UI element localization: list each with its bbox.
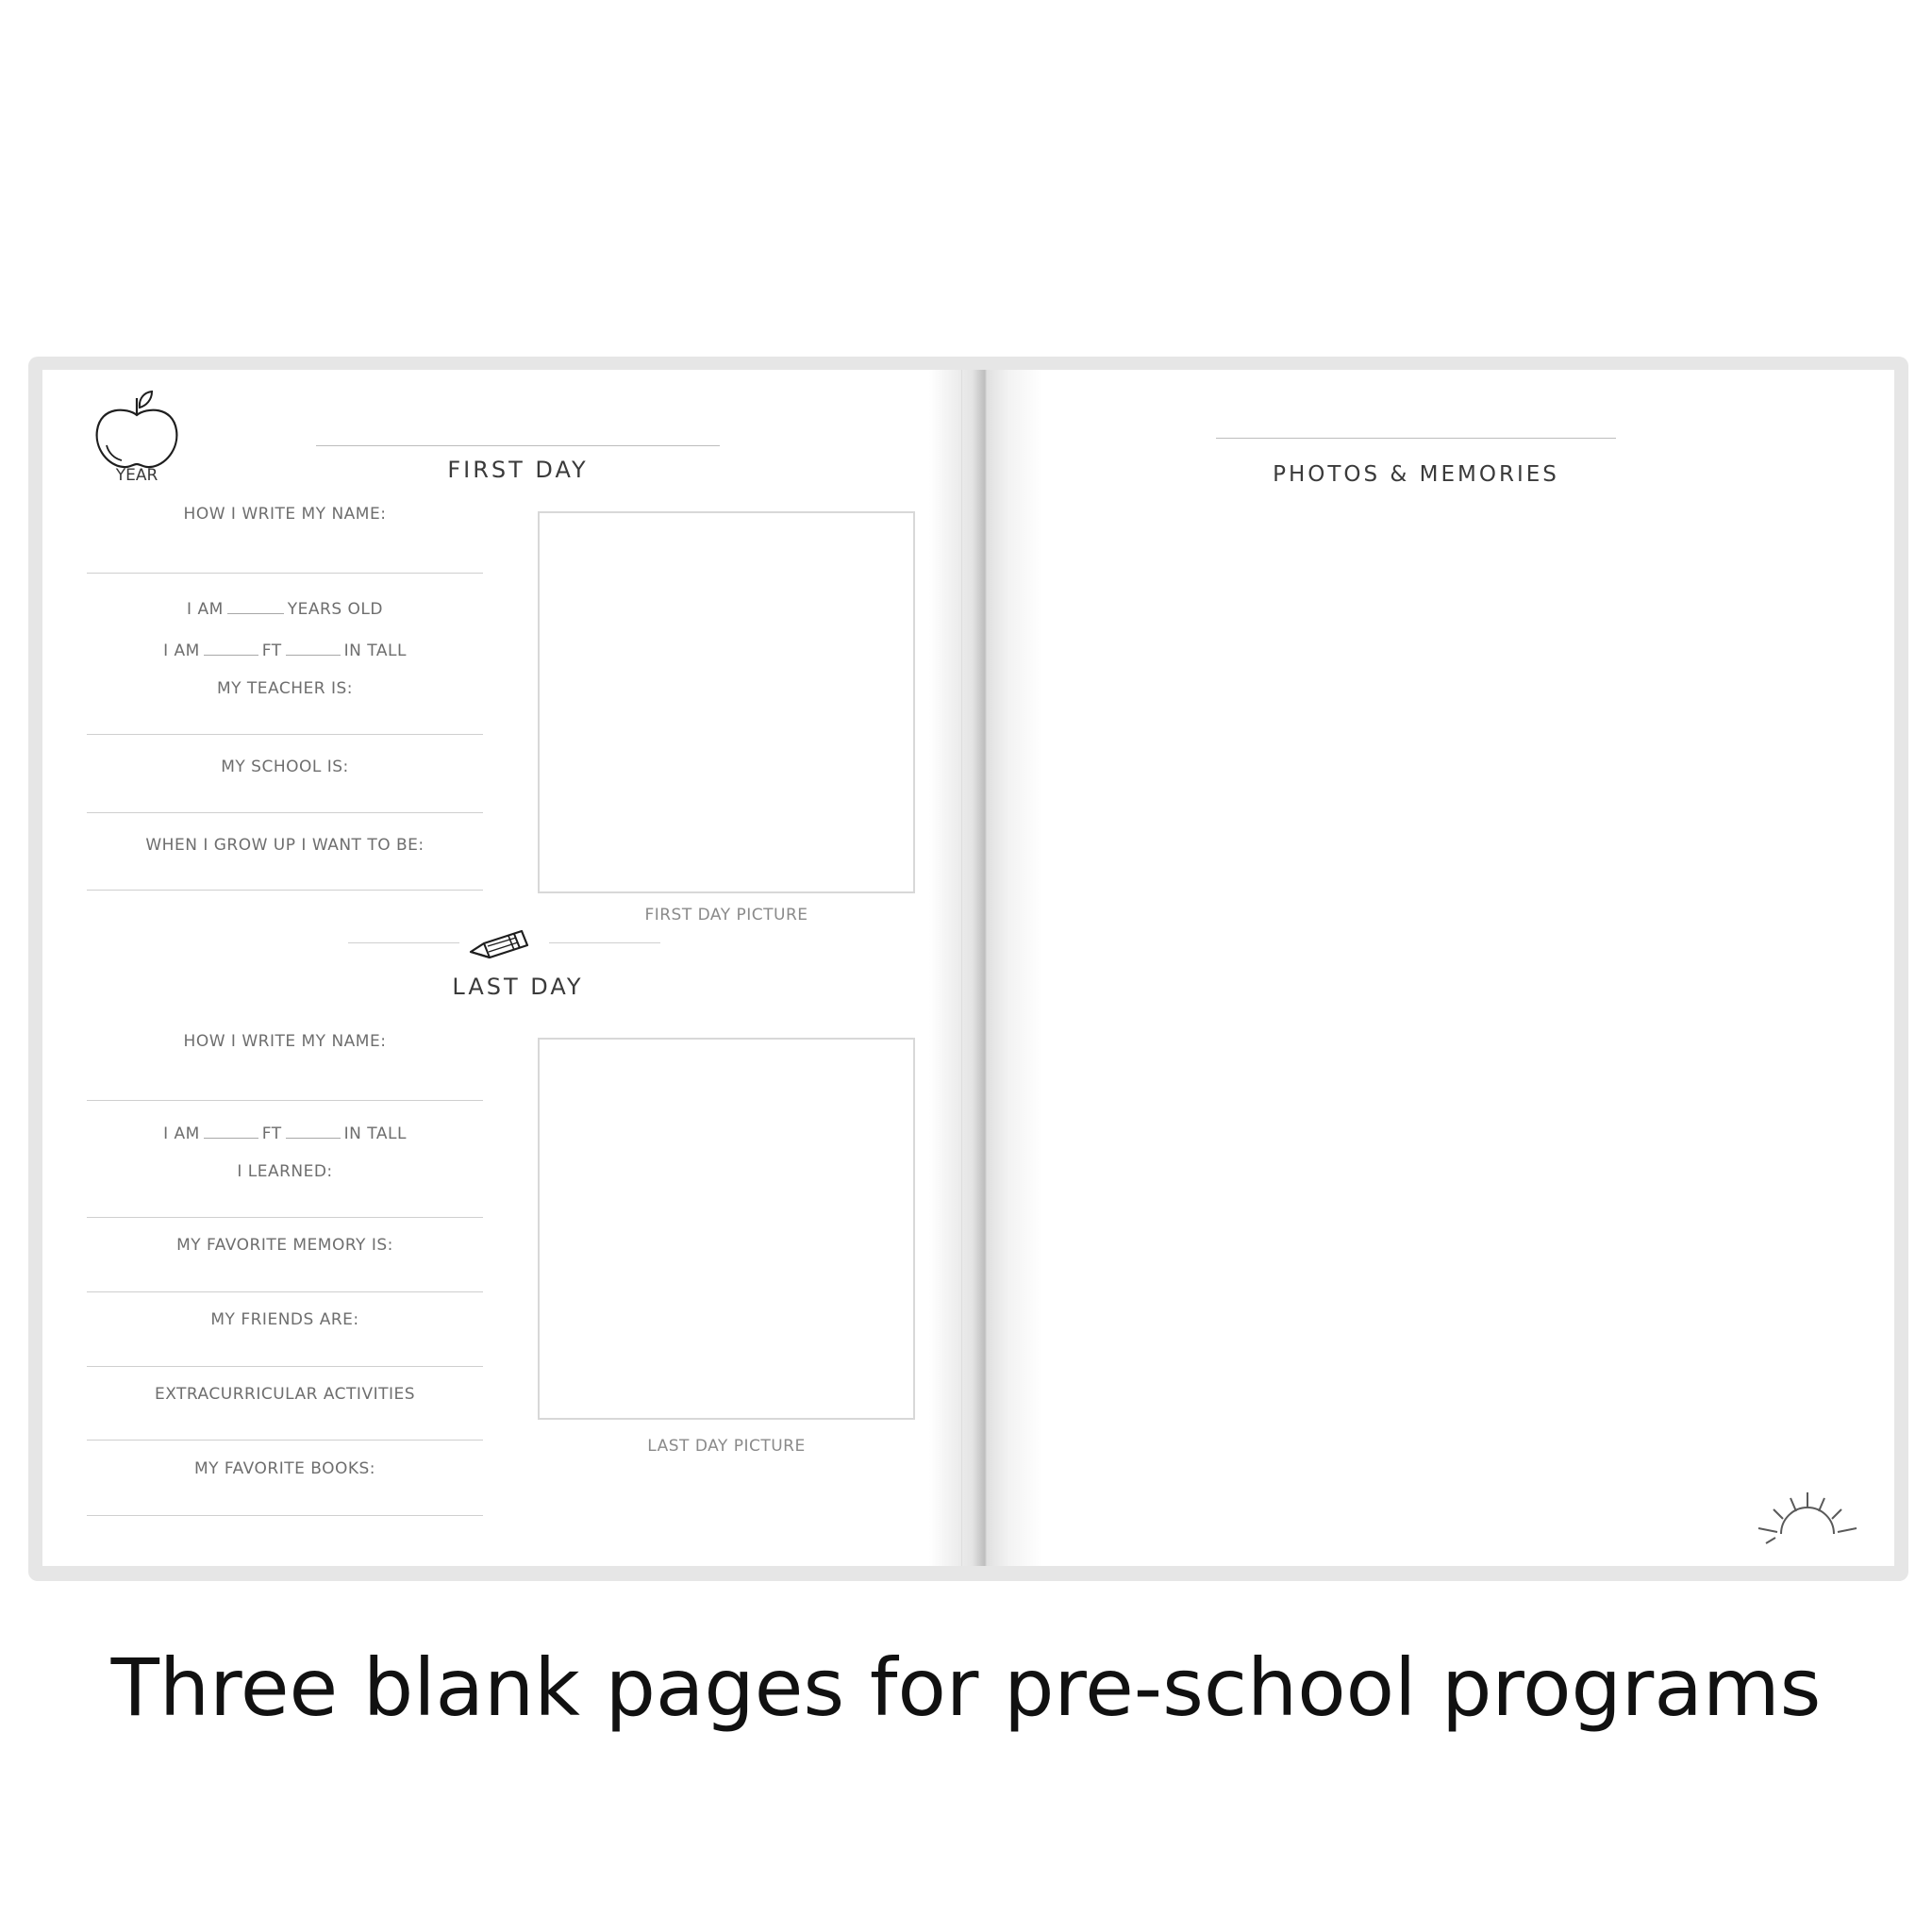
year-label: YEAR <box>115 466 158 485</box>
last-height-ft: FT <box>261 1124 282 1143</box>
first-day-name-label: HOW I WRITE MY NAME: <box>183 505 387 524</box>
last-day-activities-line[interactable] <box>87 1440 483 1441</box>
last-day-activities-label: EXTRACURRICULAR ACTIVITIES <box>154 1385 416 1404</box>
photos-memories-heading: PHOTOS & MEMORIES <box>1273 462 1559 487</box>
last-day-height-row <box>87 1124 483 1143</box>
last-day-books-line[interactable] <box>87 1515 483 1516</box>
first-day-school-label: MY SCHOOL IS: <box>221 758 349 776</box>
height-in-blank[interactable] <box>286 654 341 656</box>
first-day-picture-box[interactable] <box>538 511 915 893</box>
last-day-name-label: HOW I WRITE MY NAME: <box>183 1032 387 1051</box>
divider-right <box>549 942 660 943</box>
last-height-prefix: I AM <box>163 1124 200 1143</box>
first-day-age-row <box>87 600 483 619</box>
last-height-suffix: IN TALL <box>343 1124 407 1143</box>
first-day-height-row <box>87 641 483 660</box>
pencil-icon <box>467 926 533 958</box>
right-page <box>962 370 1894 1566</box>
tagline: Three blank pages for pre-school programs <box>110 1641 1822 1734</box>
first-day-grow-up-line[interactable] <box>87 890 483 891</box>
book-spine <box>929 370 1042 1566</box>
height-suffix: IN TALL <box>343 641 407 660</box>
last-day-friends-line[interactable] <box>87 1366 483 1367</box>
first-day-school-line[interactable] <box>87 812 483 813</box>
first-day-heading-rule <box>316 445 720 446</box>
sunrise-icon <box>1755 1491 1868 1547</box>
last-day-name-line[interactable] <box>87 1100 483 1101</box>
age-prefix: I AM <box>187 600 224 619</box>
first-day-name-line[interactable] <box>87 573 483 574</box>
last-day-heading: LAST DAY <box>452 974 584 1000</box>
photos-heading-rule <box>1216 438 1616 439</box>
height-prefix: I AM <box>163 641 200 660</box>
last-day-learned-line[interactable] <box>87 1217 483 1218</box>
height-ft-blank[interactable] <box>204 654 258 656</box>
last-day-picture-box[interactable] <box>538 1038 915 1420</box>
last-day-picture-caption: LAST DAY PICTURE <box>647 1437 806 1456</box>
left-page <box>42 370 961 1566</box>
first-day-teacher-line[interactable] <box>87 734 483 735</box>
first-day-teacher-label: MY TEACHER IS: <box>216 679 354 698</box>
open-book <box>28 357 1908 1581</box>
last-day-friends-label: MY FRIENDS ARE: <box>210 1310 359 1329</box>
apple-icon <box>90 391 184 471</box>
first-day-heading: FIRST DAY <box>447 457 589 483</box>
last-height-in-blank[interactable] <box>286 1137 341 1139</box>
height-ft: FT <box>261 641 282 660</box>
last-day-learned-label: I LEARNED: <box>237 1162 333 1181</box>
last-height-ft-blank[interactable] <box>204 1137 258 1139</box>
divider-left <box>348 942 459 943</box>
last-day-books-label: MY FAVORITE BOOKS: <box>193 1459 376 1478</box>
age-suffix: YEARS OLD <box>287 600 383 619</box>
age-blank[interactable] <box>227 612 284 614</box>
last-day-memory-line[interactable] <box>87 1291 483 1292</box>
first-day-grow-up-label: WHEN I GROW UP I WANT TO BE: <box>145 836 425 855</box>
last-day-memory-label: MY FAVORITE MEMORY IS: <box>176 1236 393 1255</box>
first-day-picture-caption: FIRST DAY PICTURE <box>644 906 808 924</box>
